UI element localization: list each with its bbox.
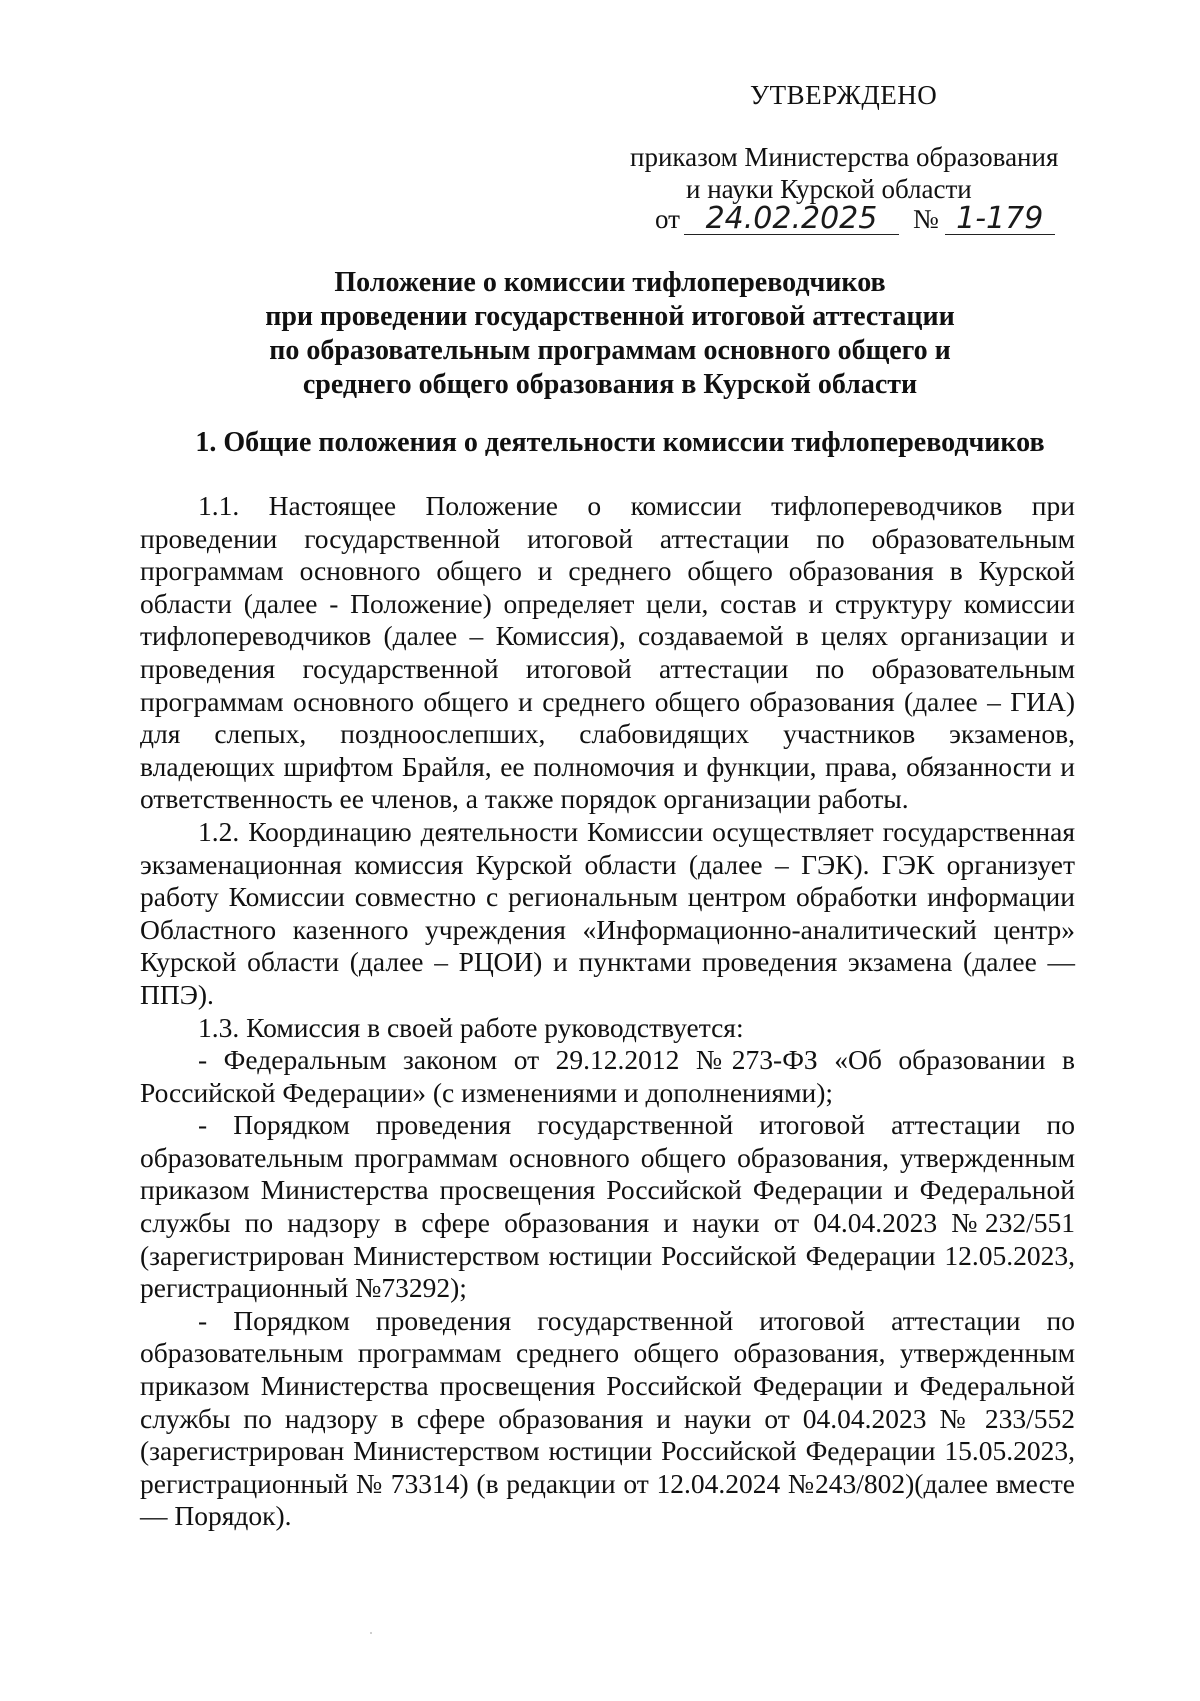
title-line: среднего общего образования в Курской области (302, 369, 918, 400)
paragraph: - Порядком проведения государственной итоговой аттестации по образовательным программам основного общего образования, утвержденным приказом Министерства просвещения Российской Федерации и Федеральной службы по надзору в сфере образования и науки от 04.04.2023 №232/551 (зарегистрирован Министерством юстиции Российской Федерации 12.05.2023, регистрационный №73292); (140, 1109, 1075, 1304)
order-issuer-line1: приказом Министерства образования (630, 142, 1059, 172)
title-line: по образовательным программам основного общего и (269, 335, 951, 366)
section-heading: 1. Общие положения о деятельности комиссии тифлопереводчиков (195, 427, 1045, 458)
scan-artifact (370, 1632, 372, 1634)
paragraph: - Порядком проведения государственной итоговой аттестации по образовательным программам среднего общего образования, утвержденным приказом Министерства просвещения Российской Федерации и Федеральной службы по надзору в сфере образования и науки от 04.04.2023 № 233/552 (зарегистрирован Министерством юстиции Российской Федерации 15.05.2023, регистрационный № 73314) (в редакции от 12.04.2024 №243/802)(далее вместе — Порядок). (140, 1304, 1075, 1532)
section-body (140, 490, 1075, 1533)
paragraph: 1.3. Комиссия в своей работе руководствуется: (198, 1011, 744, 1043)
paragraph: - Федеральным законом от 29.12.2012 №273-ФЗ «Об образовании в Российской Федерации» (с изменениями и дополнениями); (140, 1044, 1075, 1108)
order-issuer-line2: и науки Курской области (686, 174, 972, 204)
paragraph: 1.1. Настоящее Положение о комиссии тифлопереводчиков при проведении государственной итоговой аттестации по образовательным программам основного общего и среднего общего образования в Курской области (далее - Положение) определяет цели, состав и структуру комиссии тифлопереводчиков (далее – Комиссия), создаваемой в целях организации и проведения государственной итоговой аттестации по образовательным программам основного общего и среднего общего образования (далее – ГИА) для слепых, поздноослепших, слабовидящих участников экзаменов, владеющих шрифтом Брайля, ее полномочия и функции, права, обязанности и ответственность ее членов, а также порядок организации работы. (140, 490, 1075, 815)
title-line: Положение о комиссии тифлопереводчиков (334, 267, 886, 298)
title-line: при проведении государственной итоговой аттестации (265, 301, 955, 332)
order-date-number-line (655, 202, 1055, 236)
number-sign-label: № (912, 204, 939, 234)
paragraph: 1.2. Координацию деятельности Комиссии осуществляет государственная экзаменационная комиссия Курской области (далее – ГЭК). ГЭК организует работу Комиссии совместно с региональным центром обработки информации Областного казенного учреждения «Информационно-аналитический центр» Курской области (далее – РЦОИ) и пунктами проведения экзамена (далее — ППЭ). (140, 815, 1075, 1010)
order-number-handwritten: 1-179 (945, 204, 1055, 235)
order-date-handwritten: 24.02.2025 (684, 204, 899, 235)
approved-stamp-label: УТВЕРЖДЕНО (750, 80, 938, 110)
from-label: от (655, 204, 680, 234)
document-title (100, 266, 1120, 402)
